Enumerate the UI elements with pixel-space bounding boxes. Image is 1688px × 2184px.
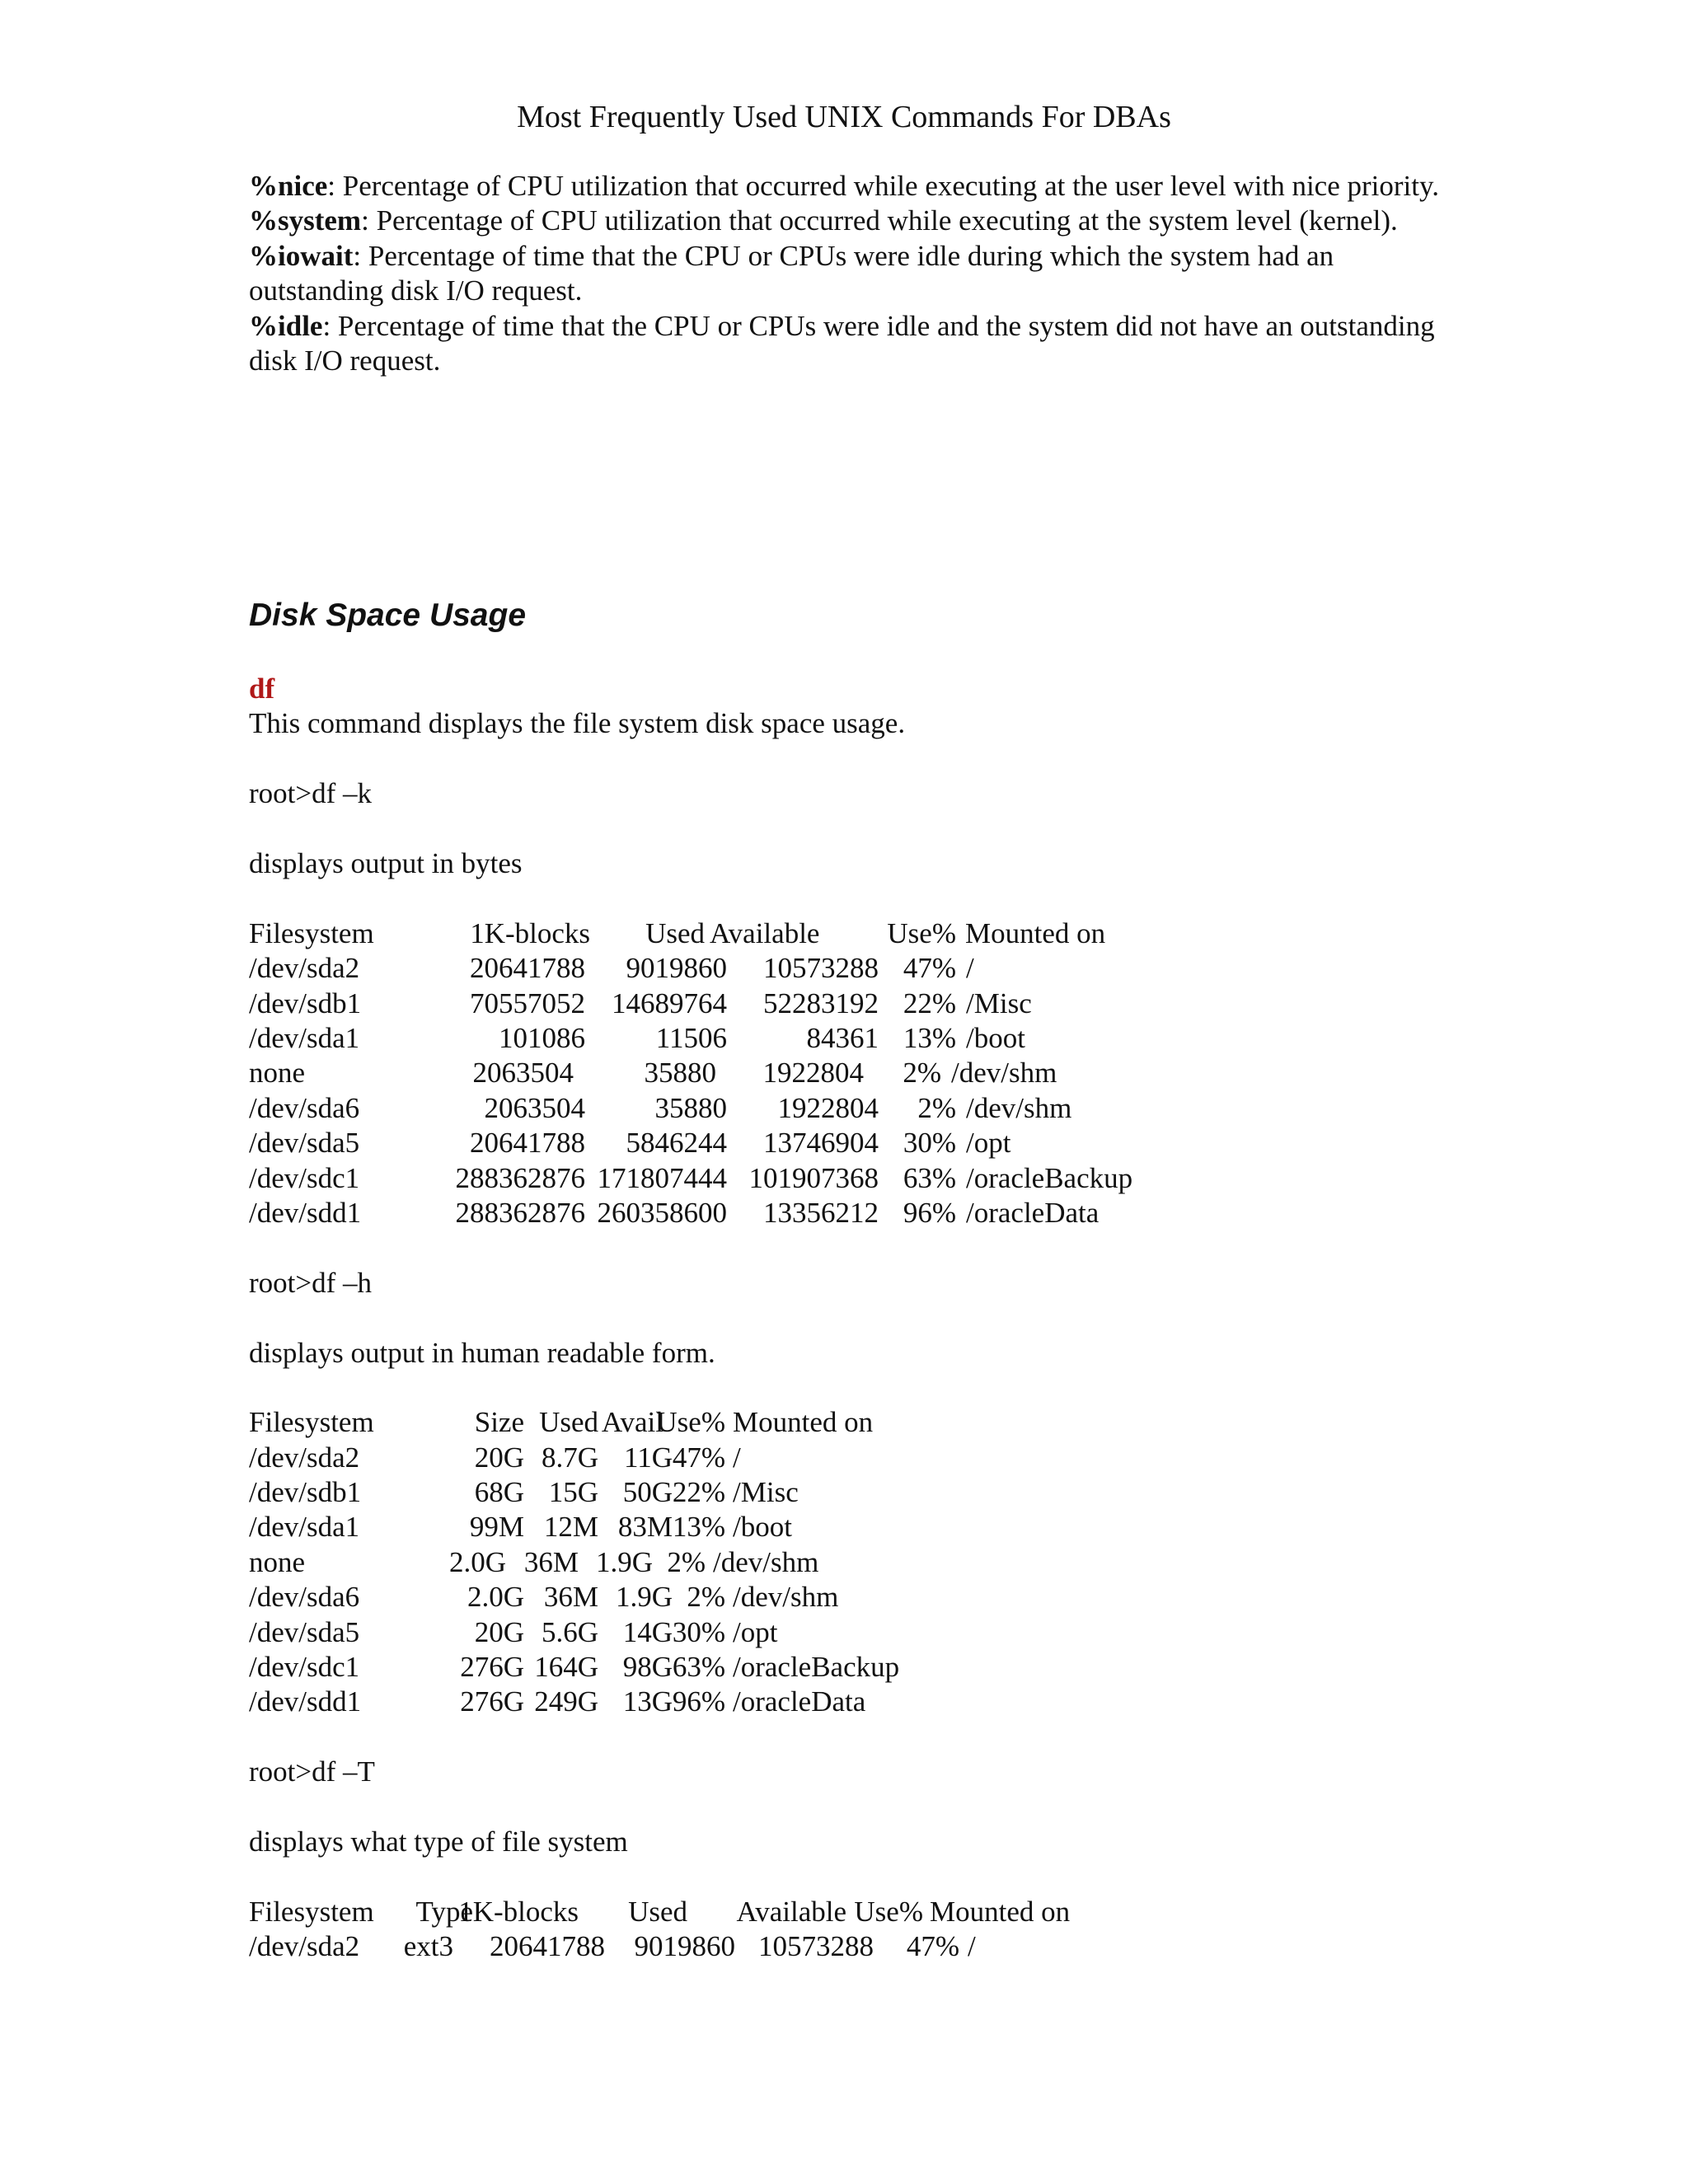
table-cell: /dev/sda5 [249,1615,360,1648]
table-cell: / [968,1930,976,1963]
df-k-row [249,951,1452,986]
table-cell: 30% [903,1127,956,1160]
command-name: df [249,673,275,705]
definition-system [249,204,1452,238]
table-cell: /dev/shm [713,1545,819,1578]
blank-line [249,1230,1452,1265]
table-cell: 1922804 [762,1057,864,1090]
table-cell: 1.9G [595,1545,653,1578]
table-cell: 9019860 [634,1930,735,1963]
table-cell: Mounted on [930,1895,1071,1928]
blank-line [249,1301,1452,1335]
table-cell: Use% [854,1895,923,1928]
df-h-description: displays output in human readable form. [249,1336,715,1369]
table-cell: /dev/sdb1 [249,1476,362,1509]
table-cell: 276G [460,1651,524,1684]
table-cell: 10573288 [758,1930,874,1963]
table-cell: 63% [672,1651,725,1684]
section-heading: Disk Space Usage [249,598,527,633]
definition-term: %system [249,204,362,237]
df-h-row [249,1545,1452,1580]
table-cell: /Misc [966,987,1032,1019]
table-cell: /boot [733,1511,792,1544]
table-cell: 14G [622,1615,673,1648]
table-cell: 13G [622,1685,673,1718]
table-cell: 20G [474,1441,524,1474]
table-cell: 70557052 [470,987,585,1019]
table-cell: 171807444 [597,1161,727,1194]
page-header-title: Most Frequently Used UNIX Commands For DBAs [517,100,1171,134]
df-k-description: displays output in bytes [249,847,523,879]
table-cell: / [733,1441,741,1474]
df-k-row [249,1056,1452,1090]
table-cell: 20G [474,1615,524,1648]
table-cell: 5.6G [541,1615,598,1648]
table-cell: 47% [903,952,956,985]
table-cell: /dev/sdc1 [249,1651,360,1684]
cpu-definitions [249,169,1452,378]
table-cell: 249G [534,1685,598,1718]
df-h-output [249,1405,1452,1720]
table-cell: 288362876 [455,1161,585,1194]
table-cell: 22% [672,1476,725,1509]
table-cell: /oracleBackup [733,1651,900,1684]
table-cell: 83M [617,1511,673,1544]
definition-term: %nice [249,170,328,202]
definition-term: %iowait [249,239,354,272]
table-cell: /dev/shm [733,1581,839,1614]
table-cell: 2.0G [448,1545,506,1578]
blank-line [249,812,1452,846]
table-cell: 1K-blocks [458,1895,579,1928]
table-cell: /dev/shm [966,1091,1072,1124]
df-T-header-row [249,1895,1452,1929]
df-h-prompt: root>df –h [249,1266,373,1299]
df-h-row [249,1475,1452,1510]
df-k-row [249,1021,1452,1056]
table-cell: 5846244 [626,1127,727,1160]
df-T-row [249,1929,1452,1964]
table-cell: /dev/sdd1 [249,1196,362,1229]
table-cell: Avail [601,1406,663,1439]
table-cell: 164G [534,1651,598,1684]
table-cell: 9019860 [626,952,727,985]
df-h-row [249,1685,1452,1719]
table-cell: /dev/sda2 [249,1441,360,1474]
table-cell: /dev/sda2 [249,952,360,985]
table-cell: /dev/sdc1 [249,1161,360,1194]
table-cell: Use% [656,1406,725,1439]
table-cell: 68G [474,1476,524,1509]
table-cell: 11G [624,1441,673,1474]
table-cell: 35880 [654,1091,727,1124]
df-k-output [249,916,1452,1231]
df-k-prompt: root>df –k [249,777,373,810]
df-h-header-row [249,1405,1452,1440]
blank-line [249,881,1452,916]
table-cell: 2063504 [484,1091,585,1124]
table-cell: 50G [622,1476,673,1509]
df-k-row [249,987,1452,1021]
table-cell: 96% [903,1196,956,1229]
df-h-row [249,1650,1452,1685]
table-cell: /dev/shm [951,1057,1057,1090]
table-cell: 13356212 [763,1196,879,1229]
table-cell: Filesystem [249,1406,374,1439]
table-cell: 20641788 [470,952,585,985]
definition-text: : Percentage of time that the CPU or CPUs were idle and the system did not have an outstanding disk I/O request. [249,309,1435,377]
table-cell: Mounted on [965,916,1106,949]
table-cell: Used [539,1406,598,1439]
table-cell: Used [645,916,705,949]
blank-line [249,742,1452,776]
table-cell: 14689764 [612,987,727,1019]
df-k-row [249,1126,1452,1160]
table-cell: 2063504 [472,1057,574,1090]
table-cell: 63% [903,1161,956,1194]
df-k-row [249,1196,1452,1230]
table-cell: 2% [687,1581,725,1614]
df-h-row [249,1615,1452,1650]
table-cell: /opt [733,1615,778,1648]
table-cell: 20641788 [470,1127,585,1160]
table-cell: /opt [966,1127,1011,1160]
df-k-header-row [249,916,1452,951]
definition-text: : Percentage of time that the CPU or CPUs were idle during which the system had an outstanding disk I/O request. [249,239,1334,307]
table-cell: 52283192 [763,987,879,1019]
table-cell: 30% [672,1615,725,1648]
table-cell: /dev/sda6 [249,1581,360,1614]
table-cell: 260358600 [597,1196,727,1229]
table-cell: 288362876 [455,1196,585,1229]
definition-text: : Percentage of CPU utilization that occurred while executing at the system level (kernel). [361,204,1398,237]
blank-line [249,1859,1452,1894]
table-cell: 13% [672,1511,725,1544]
table-cell: 1.9G [615,1581,673,1614]
table-cell: 13% [903,1021,956,1054]
df-T-description: displays what type of file system [249,1825,628,1858]
table-cell: /boot [966,1021,1025,1054]
table-cell: 101086 [499,1021,585,1054]
table-cell: ext3 [403,1930,453,1963]
df-k-row [249,1161,1452,1196]
table-cell: 12M [543,1511,598,1544]
table-cell: 2% [667,1545,706,1578]
table-cell: /dev/sdd1 [249,1685,362,1718]
table-cell: Filesystem [249,1895,374,1928]
df-h-row [249,1441,1452,1475]
table-cell: none [249,1057,306,1090]
table-cell: 11506 [655,1021,727,1054]
table-cell: 20641788 [490,1930,605,1963]
table-cell: 13746904 [763,1127,879,1160]
table-cell: none [249,1545,306,1578]
table-cell: Size [474,1406,524,1439]
table-cell: /dev/sda1 [249,1511,360,1544]
table-cell: Used [628,1895,687,1928]
table-cell: 8.7G [541,1441,598,1474]
blank-line [249,1720,1452,1755]
table-cell: 2% [903,1057,941,1090]
table-cell: 101907368 [748,1161,879,1194]
table-cell: 98G [622,1651,673,1684]
df-T-output [249,1895,1452,1965]
table-cell: /oracleData [733,1685,866,1718]
table-cell: 35880 [644,1057,716,1090]
df-h-row [249,1510,1452,1544]
table-cell: 276G [460,1685,524,1718]
table-cell: Filesystem [249,916,374,949]
table-cell: /dev/sda5 [249,1127,360,1160]
table-cell: 84361 [806,1021,879,1054]
table-cell: /dev/sdb1 [249,987,362,1019]
table-cell: Type [415,1895,473,1928]
table-cell: /dev/sda1 [249,1021,360,1054]
table-cell: 47% [672,1441,725,1474]
table-cell: 10573288 [763,952,879,985]
table-cell: 2% [917,1091,956,1124]
df-section [249,672,1452,1965]
table-cell: Use% [887,916,956,949]
table-cell: 99M [469,1511,524,1544]
definition-nice [249,169,1452,204]
table-cell: Mounted on [733,1406,874,1439]
definition-iowait [249,239,1452,309]
table-cell: 36M [523,1545,579,1578]
df-T-prompt: root>df –T [249,1755,375,1788]
table-cell: Available [710,916,820,949]
table-cell: /Misc [733,1476,799,1509]
blank-line [249,1790,1452,1825]
definition-term: %idle [249,309,323,342]
definition-idle [249,309,1452,379]
table-cell: /oracleData [966,1196,1100,1229]
table-cell: / [966,952,974,985]
df-k-row [249,1091,1452,1126]
table-cell: 22% [903,987,956,1019]
blank-line [249,1371,1452,1405]
table-cell: 15G [548,1476,598,1509]
table-cell: /dev/sda6 [249,1091,360,1124]
definition-text: : Percentage of CPU utilization that occurred while executing at the user level with nice priority. [327,170,1439,202]
table-cell: Available [736,1895,846,1928]
table-cell: 47% [906,1930,959,1963]
table-cell: 2.0G [467,1581,524,1614]
table-cell: 36M [543,1581,598,1614]
command-description: This command displays the file system disk space usage. [249,707,906,740]
table-cell: /dev/sda2 [249,1930,360,1963]
table-cell: /oracleBackup [966,1161,1133,1194]
df-h-row [249,1580,1452,1615]
table-cell: 1922804 [777,1091,879,1124]
table-cell: 1K-blocks [470,916,590,949]
table-cell: 96% [672,1685,725,1718]
